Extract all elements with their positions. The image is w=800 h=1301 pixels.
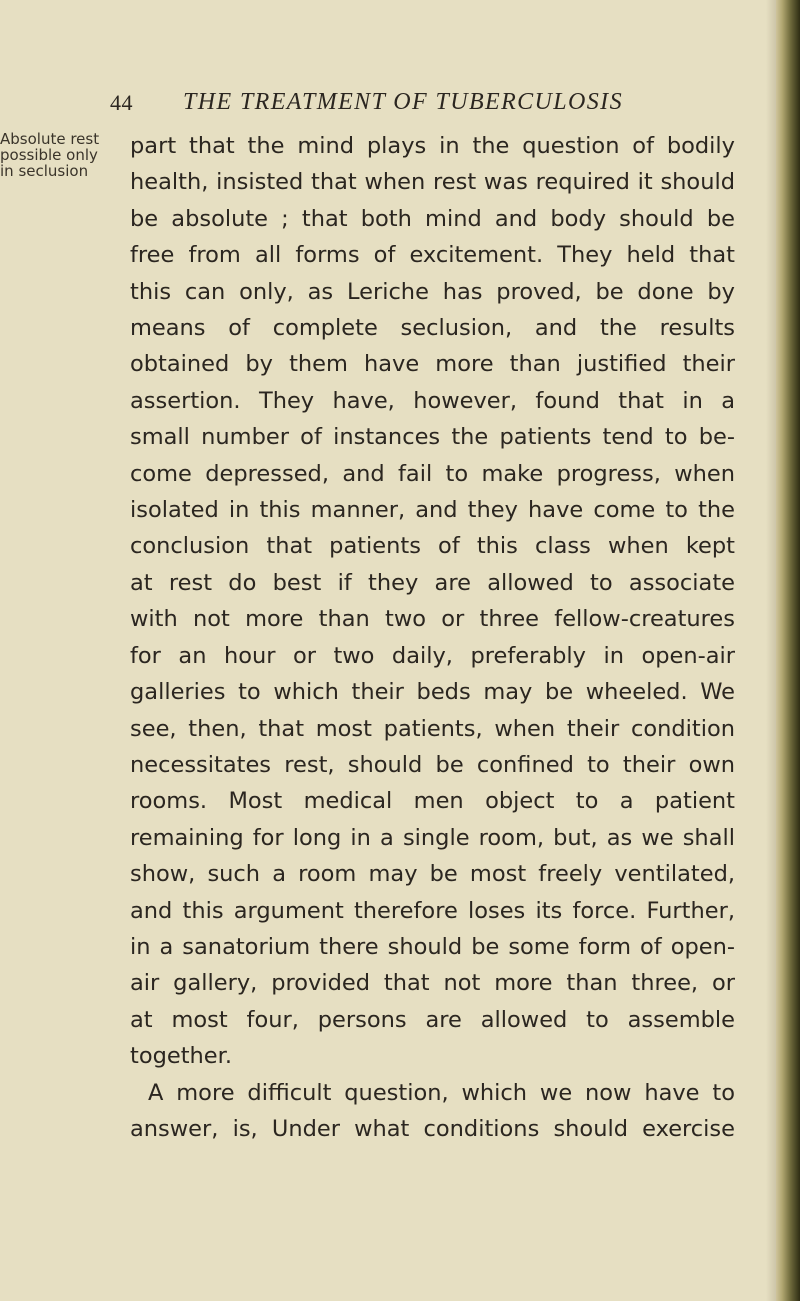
- body-text: [130, 128, 735, 1147]
- text-line: see, then, that most patients, when their condition: [130, 715, 735, 742]
- margin-note: [0, 131, 120, 179]
- text-line: air gallery, provided that not more than three, or: [130, 970, 735, 997]
- text-line: isolated in this manner, and they have come to the: [130, 497, 735, 524]
- page-header: [0, 90, 770, 126]
- text-line-paragraph-end: together.: [130, 1043, 232, 1070]
- running-title: THE TREATMENT OF TUBERCULOSIS: [183, 89, 623, 115]
- text-line: for an hour or two daily, preferably in open-air: [130, 642, 735, 669]
- text-line: small number of instances the patients tend to be-: [130, 424, 735, 451]
- page-gutter-shadow: [766, 0, 776, 1301]
- text-line: galleries to which their beds may be wheeled. We: [130, 679, 735, 706]
- text-line: with not more than two or three fellow-creatures: [130, 606, 735, 633]
- text-line: remaining for long in a single room, but, as we shall: [130, 824, 735, 851]
- text-line: obtained by them have more than justified their: [130, 351, 735, 378]
- text-line: this can only, as Leriche has proved, be done by: [130, 278, 735, 305]
- text-line: health, insisted that when rest was required it should: [130, 169, 735, 196]
- text-line: be absolute ; that both mind and body should be: [130, 205, 735, 232]
- text-line: free from all forms of excitement. They held that: [130, 242, 735, 269]
- text-line: conclusion that patients of this class when kept: [130, 533, 735, 560]
- text-line: assertion. They have, however, found that in a: [130, 387, 735, 414]
- margin-note-line: possible only: [0, 146, 98, 164]
- text-line: answer, is, Under what conditions should exercise: [130, 1115, 735, 1142]
- text-line: in a sanatorium there should be some form of open-: [130, 933, 735, 960]
- text-line: necessitates rest, should be confined to their own: [130, 751, 735, 778]
- text-line: rooms. Most medical men object to a patient: [130, 788, 735, 815]
- margin-note-line: Absolute rest: [0, 130, 100, 148]
- text-line: means of complete seclusion, and the results: [130, 315, 735, 342]
- book-edge: [776, 0, 800, 1301]
- text-line: at most four, persons are allowed to assemble: [130, 1006, 735, 1033]
- margin-note-line: in seclusion: [0, 162, 89, 180]
- text-line: at rest do best if they are allowed to associate: [130, 569, 735, 596]
- text-line: show, such a room may be most freely ventilated,: [130, 861, 735, 888]
- page-number: 44: [110, 90, 133, 115]
- text-line: part that the mind plays in the question of bodily: [130, 133, 735, 159]
- text-line: and this argument therefore loses its force. Further,: [130, 897, 735, 924]
- text-line-paragraph-start: A more difficult question, which we now have to: [148, 1079, 735, 1106]
- text-line: come depressed, and fail to make progress, when: [130, 460, 735, 487]
